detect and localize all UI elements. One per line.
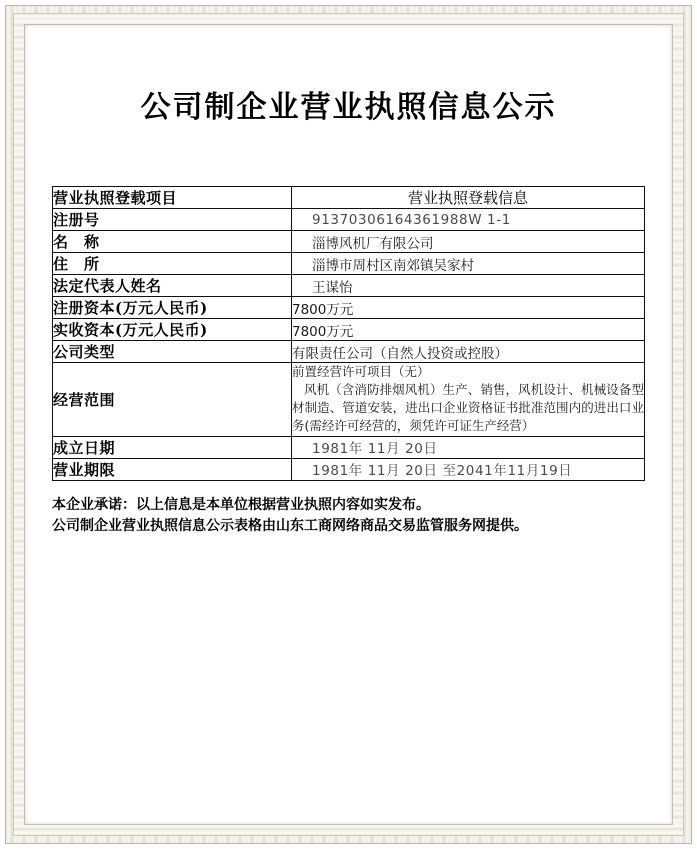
row-value-establishment-date: 1981年 11月 20日 <box>292 436 645 458</box>
row-label-company-type: 公司类型 <box>53 341 292 363</box>
row-label-paid-in-capital: 实收资本(万元人民币) <box>53 319 292 341</box>
footer-note-source: 公司制企业营业执照信息公示表格由山东工商网络商品交易监管服务网提供。 <box>52 518 528 535</box>
row-label-address: 住 所 <box>53 253 292 275</box>
table-row <box>53 436 645 458</box>
row-label-establishment-date: 成立日期 <box>53 436 292 458</box>
row-value-business-scope <box>292 363 645 437</box>
table-header-label: 营业执照登载项目 <box>53 187 292 209</box>
license-table-wrapper <box>52 186 645 481</box>
row-value-company-type: 有限责任公司（自然人投资或控股） <box>292 341 645 363</box>
table-row <box>53 209 645 231</box>
row-label-business-scope: 经营范围 <box>53 363 292 437</box>
table-row <box>53 341 645 363</box>
row-label-business-term: 营业期限 <box>53 458 292 480</box>
document-content <box>34 34 663 815</box>
table-row <box>53 319 645 341</box>
license-table <box>52 186 645 481</box>
row-label-company-name: 名 称 <box>53 231 292 253</box>
footer-note-commitment: 本企业承诺：以上信息是本单位根据营业执照内容如实发布。 <box>52 496 430 513</box>
page-title: 公司制企业营业执照信息公示 <box>140 90 557 125</box>
row-value-registered-capital: 7800万元 <box>292 297 645 319</box>
footer-notes <box>52 495 645 538</box>
row-value-legal-representative: 王谋怡 <box>292 275 645 297</box>
row-label-registration-number: 注册号 <box>53 209 292 231</box>
table-row <box>53 275 645 297</box>
row-value-paid-in-capital: 7800万元 <box>292 319 645 341</box>
row-value-registration-number: 91370306164361988W 1-1 <box>292 209 645 231</box>
table-header-row <box>53 187 645 209</box>
table-row <box>53 458 645 480</box>
table-row <box>53 253 645 275</box>
row-value-address: 淄博市周村区南郊镇吴家村 <box>292 253 645 275</box>
table-row-business-scope <box>53 363 645 437</box>
business-scope-line-1: 前置经营许可项目（无） <box>292 364 430 379</box>
row-value-company-name: 淄博风机厂有限公司 <box>292 231 645 253</box>
table-header-value: 营业执照登载信息 <box>292 187 645 209</box>
row-label-registered-capital: 注册资本(万元人民币) <box>53 297 292 319</box>
table-row <box>53 297 645 319</box>
business-scope-line-2: 风机（含消防排烟风机）生产、销售，风机设计、机械设备型材制造、管道安装，进出口企业资格证书批准范围内的进出口业务(需经许可经营的，须凭许可证生产经营） <box>292 382 644 434</box>
row-label-legal-representative: 法定代表人姓名 <box>53 275 292 297</box>
table-row <box>53 231 645 253</box>
row-value-business-term: 1981年 11月 20日 至2041年11月19日 <box>292 458 645 480</box>
